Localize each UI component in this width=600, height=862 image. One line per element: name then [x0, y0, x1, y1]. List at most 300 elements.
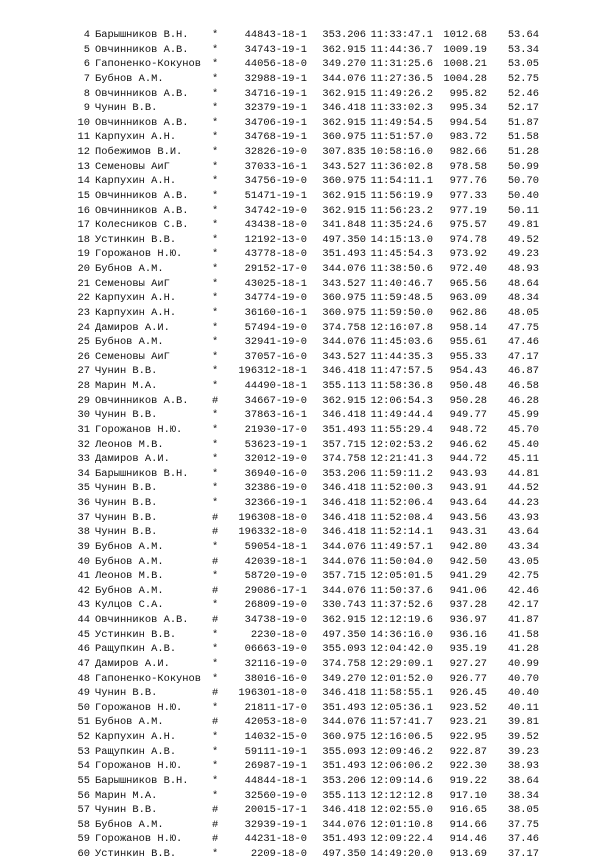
speed-cell: 950.48 [449, 380, 487, 392]
fancier-name-cell: Карпухин А.Н. [95, 731, 177, 743]
distance-cell: 343.527 [322, 350, 366, 363]
ring-number-cell: 26987-19-1 [244, 760, 307, 773]
place-cell: 48 [77, 672, 90, 685]
place-cell: 52 [77, 731, 90, 743]
speed-cell: 937.28 [449, 599, 487, 612]
mark-cell: # [212, 526, 219, 539]
table-row [76, 379, 539, 394]
place-cell: 37 [77, 511, 90, 524]
ring-number-cell: 34716-19-1 [244, 87, 307, 100]
points-cell: 53.64 [507, 29, 539, 41]
arrival-time-cell: 11:27:36.5 [370, 72, 433, 85]
fancier-name-cell: Ращупкин А.В. [95, 745, 177, 758]
ring-number-cell: 12192-13-0 [244, 233, 307, 246]
mark-cell: # [212, 584, 219, 597]
speed-cell: 943.56 [449, 511, 487, 524]
mark-cell: * [212, 233, 219, 246]
table-row [76, 57, 539, 72]
distance-cell: 351.493 [322, 760, 366, 773]
points-cell: 48.64 [507, 277, 539, 290]
speed-cell: 922.30 [449, 760, 487, 773]
distance-cell: 497.350 [322, 848, 366, 860]
distance-cell: 341.848 [322, 219, 366, 232]
arrival-time-cell: 14:49:20.0 [370, 848, 433, 860]
speed-cell: 942.80 [449, 540, 487, 553]
arrival-time-cell: 11:52:00.3 [370, 482, 433, 495]
mark-cell: * [212, 628, 219, 641]
ring-number-cell: 196312-18-1 [238, 365, 307, 378]
distance-cell: 353.206 [322, 29, 366, 41]
mark-cell: * [212, 774, 219, 787]
arrival-time-cell: 11:38:50.6 [370, 263, 433, 275]
place-cell: 57 [77, 804, 90, 817]
arrival-time-cell: 12:05:01.5 [370, 570, 433, 583]
place-cell: 50 [77, 701, 90, 714]
distance-cell: 346.418 [322, 497, 366, 509]
speed-cell: 994.54 [449, 116, 487, 129]
ring-number-cell: 32116-19-0 [244, 657, 307, 670]
points-cell: 53.34 [507, 43, 539, 56]
mark-cell: * [212, 160, 219, 173]
fancier-name-cell: Овчинников А.В. [95, 87, 189, 100]
ring-number-cell: 32939-19-1 [244, 818, 307, 831]
points-cell: 44.23 [507, 497, 539, 509]
place-cell: 10 [77, 116, 90, 129]
table-row [76, 598, 539, 613]
fancier-name-cell: Леонов М.В. [95, 438, 164, 451]
ring-number-cell: 43438-18-0 [244, 219, 307, 232]
mark-cell: # [212, 804, 219, 817]
ring-number-cell: 14032-15-0 [244, 731, 307, 743]
fancier-name-cell: Бубнов А.М. [95, 818, 164, 831]
speed-cell: 914.46 [449, 833, 487, 846]
ring-number-cell: 59111-19-1 [244, 745, 307, 758]
ring-number-cell: 196301-18-0 [238, 687, 307, 700]
table-row [76, 803, 539, 818]
place-cell: 25 [77, 336, 90, 349]
points-cell: 47.17 [507, 350, 539, 363]
arrival-time-cell: 11:37:52.6 [370, 599, 433, 612]
mark-cell: * [212, 731, 219, 743]
place-cell: 59 [77, 833, 90, 846]
points-cell: 52.75 [507, 72, 539, 85]
distance-cell: 346.418 [322, 687, 366, 700]
distance-cell: 344.076 [322, 72, 366, 85]
arrival-time-cell: 11:56:23.2 [370, 204, 433, 217]
mark-cell: * [212, 701, 219, 714]
ring-number-cell: 44843-18-1 [244, 29, 307, 41]
points-cell: 38.34 [507, 789, 539, 802]
fancier-name-cell: Бубнов А.М. [95, 555, 164, 568]
table-row [76, 701, 539, 716]
table-row [76, 452, 539, 467]
arrival-time-cell: 11:49:26.2 [370, 87, 433, 100]
table-row [76, 262, 539, 277]
mark-cell: # [212, 555, 219, 568]
distance-cell: 374.758 [322, 321, 366, 334]
mark-cell: * [212, 277, 219, 290]
distance-cell: 374.758 [322, 453, 366, 466]
arrival-time-cell: 11:31:25.6 [370, 58, 433, 71]
table-row [76, 189, 539, 204]
results-table-body [76, 28, 539, 862]
distance-cell: 307.835 [322, 146, 366, 158]
ring-number-cell: 20015-17-1 [244, 804, 307, 817]
distance-cell: 346.418 [322, 526, 366, 539]
arrival-time-cell: 11:45:54.3 [370, 248, 433, 261]
points-cell: 50.99 [507, 160, 539, 173]
distance-cell: 357.715 [322, 438, 366, 451]
speed-cell: 926.45 [449, 687, 487, 700]
distance-cell: 362.915 [322, 43, 366, 56]
points-cell: 43.05 [507, 555, 539, 568]
distance-cell: 362.915 [322, 116, 366, 129]
ring-number-cell: 21930-17-0 [244, 423, 307, 436]
distance-cell: 344.076 [322, 336, 366, 349]
ring-number-cell: 53623-19-1 [244, 438, 307, 451]
speed-cell: 943.64 [449, 497, 487, 509]
results-table [76, 28, 539, 862]
ring-number-cell: 34667-19-0 [244, 394, 307, 407]
table-row [76, 87, 539, 102]
points-cell: 49.23 [507, 248, 539, 261]
distance-cell: 355.093 [322, 745, 366, 758]
arrival-time-cell: 12:09:46.2 [370, 745, 433, 758]
mark-cell: # [212, 687, 219, 700]
speed-cell: 923.21 [449, 716, 487, 729]
arrival-time-cell: 11:33:02.3 [370, 102, 433, 115]
ring-number-cell: 44844-18-1 [244, 774, 307, 787]
table-row [76, 116, 539, 131]
arrival-time-cell: 12:12:12.8 [370, 789, 433, 802]
table-row [76, 628, 539, 643]
points-cell: 39.81 [507, 716, 539, 729]
table-row [76, 642, 539, 657]
mark-cell: * [212, 175, 219, 188]
points-cell: 45.40 [507, 438, 539, 451]
ring-number-cell: 29086-17-1 [244, 584, 307, 597]
mark-cell: * [212, 146, 219, 158]
arrival-time-cell: 11:58:36.8 [370, 380, 433, 392]
place-cell: 20 [77, 263, 90, 275]
arrival-time-cell: 11:44:36.7 [370, 43, 433, 56]
arrival-time-cell: 11:56:19.9 [370, 189, 433, 202]
speed-cell: 916.65 [449, 804, 487, 817]
points-cell: 38.05 [507, 804, 539, 817]
ring-number-cell: 44231-18-0 [244, 833, 307, 846]
place-cell: 11 [77, 131, 90, 144]
table-row [76, 28, 539, 43]
mark-cell: * [212, 599, 219, 612]
place-cell: 16 [77, 204, 90, 217]
fancier-name-cell: Барышников В.Н. [95, 774, 189, 787]
fancier-name-cell: Устинкин В.В. [95, 628, 177, 641]
points-cell: 51.58 [507, 131, 539, 144]
fancier-name-cell: Кулцов С.А. [95, 599, 164, 612]
place-cell: 39 [77, 540, 90, 553]
arrival-time-cell: 12:06:54.3 [370, 394, 433, 407]
mark-cell: * [212, 380, 219, 392]
distance-cell: 497.350 [322, 233, 366, 246]
fancier-name-cell: Колесников С.В. [95, 219, 189, 232]
place-cell: 8 [83, 87, 90, 100]
points-cell: 45.99 [507, 409, 539, 422]
table-row [76, 350, 539, 365]
speed-cell: 936.97 [449, 614, 487, 626]
speed-cell: 995.34 [449, 102, 487, 115]
distance-cell: 351.493 [322, 701, 366, 714]
place-cell: 35 [77, 482, 90, 495]
speed-cell: 941.06 [449, 584, 487, 597]
speed-cell: 982.66 [449, 146, 487, 158]
table-row [76, 759, 539, 774]
ring-number-cell: 44056-18-0 [244, 58, 307, 71]
speed-cell: 955.61 [449, 336, 487, 349]
place-cell: 5 [83, 43, 90, 56]
place-cell: 24 [77, 321, 90, 334]
fancier-name-cell: Гапоненко-Кокунов [95, 58, 202, 71]
fancier-name-cell: Марин М.А. [95, 789, 158, 802]
place-cell: 15 [77, 189, 90, 202]
place-cell: 14 [77, 175, 90, 188]
points-cell: 42.46 [507, 584, 539, 597]
table-row [76, 72, 539, 87]
place-cell: 58 [77, 818, 90, 831]
table-row [76, 657, 539, 672]
table-row [76, 335, 539, 350]
points-cell: 40.70 [507, 672, 539, 685]
place-cell: 51 [77, 716, 90, 729]
distance-cell: 355.113 [322, 789, 366, 802]
points-cell: 37.17 [507, 848, 539, 860]
points-cell: 49.52 [507, 233, 539, 246]
mark-cell: * [212, 43, 219, 56]
place-cell: 17 [77, 219, 90, 232]
distance-cell: 343.527 [322, 277, 366, 290]
points-cell: 39.52 [507, 731, 539, 743]
speed-cell: 965.56 [449, 277, 487, 290]
table-row [76, 43, 539, 58]
arrival-time-cell: 12:09:14.6 [370, 774, 433, 787]
fancier-name-cell: Карпухин А.Н. [95, 175, 177, 188]
place-cell: 46 [77, 643, 90, 656]
speed-cell: 1012.68 [443, 29, 487, 41]
fancier-name-cell: Карпухин А.Н. [95, 306, 177, 319]
distance-cell: 353.206 [322, 467, 366, 480]
ring-number-cell: 2230-18-0 [250, 628, 307, 641]
arrival-time-cell: 11:33:47.1 [370, 29, 433, 41]
ring-number-cell: 34743-19-1 [244, 43, 307, 56]
table-row [76, 101, 539, 116]
distance-cell: 344.076 [322, 818, 366, 831]
ring-number-cell: 32366-19-1 [244, 497, 307, 509]
mark-cell: * [212, 321, 219, 334]
distance-cell: 355.093 [322, 643, 366, 656]
place-cell: 9 [83, 102, 90, 115]
distance-cell: 362.915 [322, 614, 366, 626]
fancier-name-cell: Чунин В.В. [95, 687, 158, 700]
fancier-name-cell: Дамиров А.И. [95, 657, 170, 670]
place-cell: 32 [77, 438, 90, 451]
mark-cell: * [212, 102, 219, 115]
ring-number-cell: 34742-19-0 [244, 204, 307, 217]
table-row [76, 555, 539, 570]
speed-cell: 954.43 [449, 365, 487, 378]
fancier-name-cell: Марин М.А. [95, 380, 158, 392]
speed-cell: 995.82 [449, 87, 487, 100]
speed-cell: 958.14 [449, 321, 487, 334]
points-cell: 51.28 [507, 146, 539, 158]
fancier-name-cell: Бубнов А.М. [95, 263, 164, 275]
arrival-time-cell: 11:50:04.0 [370, 555, 433, 568]
points-cell: 52.17 [507, 102, 539, 115]
arrival-time-cell: 11:47:57.5 [370, 365, 433, 378]
ring-number-cell: 42053-18-0 [244, 716, 307, 729]
mark-cell: * [212, 306, 219, 319]
place-cell: 40 [77, 555, 90, 568]
table-row [76, 408, 539, 423]
distance-cell: 346.418 [322, 511, 366, 524]
mark-cell: * [212, 789, 219, 802]
points-cell: 49.81 [507, 219, 539, 232]
table-row [76, 174, 539, 189]
ring-number-cell: 37863-16-1 [244, 409, 307, 422]
place-cell: 29 [77, 394, 90, 407]
mark-cell: * [212, 643, 219, 656]
ring-number-cell: 34774-19-0 [244, 292, 307, 305]
arrival-time-cell: 12:02:53.2 [370, 438, 433, 451]
place-cell: 4 [83, 29, 90, 41]
arrival-time-cell: 14:36:16.0 [370, 628, 433, 641]
table-row [76, 730, 539, 745]
place-cell: 43 [77, 599, 90, 612]
table-row [76, 233, 539, 248]
arrival-time-cell: 11:57:41.7 [370, 716, 433, 729]
mark-cell: # [212, 833, 219, 846]
points-cell: 43.64 [507, 526, 539, 539]
ring-number-cell: 2209-18-0 [250, 848, 307, 860]
place-cell: 33 [77, 453, 90, 466]
fancier-name-cell: Овчинников А.В. [95, 394, 189, 407]
table-row [76, 672, 539, 687]
mark-cell: * [212, 540, 219, 553]
fancier-name-cell: Чунин В.В. [95, 497, 158, 509]
points-cell: 45.70 [507, 423, 539, 436]
mark-cell: * [212, 248, 219, 261]
points-cell: 50.40 [507, 189, 539, 202]
speed-cell: 1004.28 [443, 72, 487, 85]
distance-cell: 346.418 [322, 102, 366, 115]
speed-cell: 919.22 [449, 774, 487, 787]
mark-cell: * [212, 423, 219, 436]
table-row [76, 145, 539, 160]
fancier-name-cell: Горожанов Н.Ю. [95, 248, 183, 261]
mark-cell: * [212, 189, 219, 202]
ring-number-cell: 32386-19-0 [244, 482, 307, 495]
distance-cell: 357.715 [322, 570, 366, 583]
points-cell: 40.11 [507, 701, 539, 714]
mark-cell: * [212, 482, 219, 495]
place-cell: 21 [77, 277, 90, 290]
mark-cell: * [212, 570, 219, 583]
fancier-name-cell: Дамиров А.И. [95, 453, 170, 466]
place-cell: 45 [77, 628, 90, 641]
points-cell: 47.75 [507, 321, 539, 334]
distance-cell: 351.493 [322, 423, 366, 436]
arrival-time-cell: 11:45:03.6 [370, 336, 433, 349]
mark-cell: * [212, 263, 219, 275]
place-cell: 18 [77, 233, 90, 246]
distance-cell: 360.975 [322, 175, 366, 188]
table-row [76, 525, 539, 540]
table-row [76, 321, 539, 336]
arrival-time-cell: 12:02:55.0 [370, 804, 433, 817]
ring-number-cell: 32826-19-0 [244, 146, 307, 158]
distance-cell: 353.206 [322, 774, 366, 787]
arrival-time-cell: 12:16:06.5 [370, 731, 433, 743]
fancier-name-cell: Ращупкин А.В. [95, 643, 177, 656]
ring-number-cell: 32941-19-0 [244, 336, 307, 349]
speed-cell: 948.72 [449, 423, 487, 436]
speed-cell: 946.62 [449, 438, 487, 451]
speed-cell: 927.27 [449, 657, 487, 670]
ring-number-cell: 34756-19-0 [244, 175, 307, 188]
speed-cell: 943.93 [449, 467, 487, 480]
arrival-time-cell: 12:16:07.8 [370, 321, 433, 334]
fancier-name-cell: Чунин В.В. [95, 409, 158, 422]
fancier-name-cell: Бубнов А.М. [95, 72, 164, 85]
place-cell: 53 [77, 745, 90, 758]
speed-cell: 944.72 [449, 453, 487, 466]
ring-number-cell: 196332-18-0 [238, 526, 307, 539]
arrival-time-cell: 11:49:57.1 [370, 540, 433, 553]
points-cell: 37.46 [507, 833, 539, 846]
distance-cell: 349.270 [322, 58, 366, 71]
place-cell: 27 [77, 365, 90, 378]
table-row [76, 496, 539, 511]
speed-cell: 922.95 [449, 731, 487, 743]
mark-cell: # [212, 614, 219, 626]
distance-cell: 355.113 [322, 380, 366, 392]
place-cell: 23 [77, 306, 90, 319]
table-row [76, 832, 539, 847]
fancier-name-cell: Овчинников А.В. [95, 204, 189, 217]
ring-number-cell: 57494-19-0 [244, 321, 307, 334]
distance-cell: 362.915 [322, 189, 366, 202]
ring-number-cell: 34706-19-1 [244, 116, 307, 129]
ring-number-cell: 26809-19-0 [244, 599, 307, 612]
mark-cell: * [212, 131, 219, 144]
fancier-name-cell: Овчинников А.В. [95, 189, 189, 202]
mark-cell: * [212, 672, 219, 685]
ring-number-cell: 32988-19-1 [244, 72, 307, 85]
speed-cell: 955.33 [449, 350, 487, 363]
table-row [76, 686, 539, 701]
mark-cell: * [212, 292, 219, 305]
ring-number-cell: 34738-19-0 [244, 614, 307, 626]
arrival-time-cell: 11:59:50.0 [370, 306, 433, 319]
arrival-time-cell: 11:59:11.2 [370, 467, 433, 480]
points-cell: 48.05 [507, 306, 539, 319]
speed-cell: 926.77 [449, 672, 487, 685]
ring-number-cell: 43025-18-1 [244, 277, 307, 290]
points-cell: 50.70 [507, 175, 539, 188]
speed-cell: 914.66 [449, 818, 487, 831]
points-cell: 48.93 [507, 263, 539, 275]
arrival-time-cell: 12:05:36.1 [370, 701, 433, 714]
speed-cell: 941.29 [449, 570, 487, 583]
table-row [76, 394, 539, 409]
